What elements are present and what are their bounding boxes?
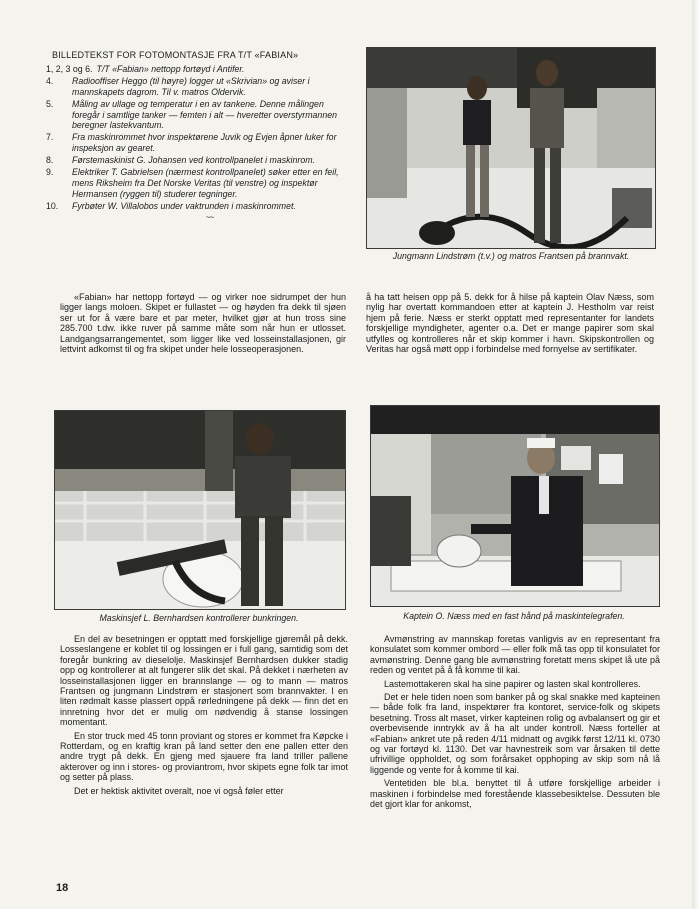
photo-caption-list xyxy=(46,50,346,222)
caption-item-number: 7. xyxy=(46,132,54,143)
photo-caption-chief-engineer: Maskinsjef L. Bernhardsen kontrollerer bunkringen. xyxy=(99,613,299,623)
article-intro-right xyxy=(366,292,654,357)
caption-item xyxy=(46,132,346,153)
caption-item-text: Fyrbøter W. Villalobos under vaktrunden i maskinrommet. xyxy=(72,200,296,211)
article-paragraph: En del av besetningen er opptatt med forskjellige gjøremål på dekk. Losseslangene er koblet til og lossingen er i full gang, samtidig som det foregår bunkring av dieselolje. Maskinsjef Bernhardsen dukker stadig opp og kontrollerer at alt fungerer slik det skal. På dekket i nærheten av losseinstallasjonen ligger en brannslange — og to mann — matros Frantsen og jungmann Lindstrøm er stasjonert som brannvakter. I en liten rødmalt kasse plassert oppå rørledningene på dekk — finn det en innretning hvor det er mulig om nødvendig å stanse lossingen momentant. xyxy=(60,634,348,728)
caption-item-number: 10. xyxy=(46,200,59,211)
article-column-right xyxy=(370,634,660,813)
article-paragraph: Lastemottakeren skal ha sine papirer og lasten skal kontrolleres. xyxy=(384,678,641,689)
caption-item-number: 5. xyxy=(46,98,54,109)
article-paragraph: Det er hele tiden noen som banker på og skal snakke med kapteinen — både folk fra land, inspektører fra kontoret, service-folk og skipets besetning. Tross alt maset, virker kapteinen rolig og avbalansert og gir et overbevisende inntrykk av å ha alt under kontroll. Næss forteller at «Fabian» ankret ute på reden 4/11 midnatt og avgikk først 12/11 kl. 0730 og var fortøyd kl. 1130. Det var havnestreik som var årsaken til dette ufrivillige oppholdet, og som forårsaket opphoping av skip som nå lå liggende og vente for å komme til kai. xyxy=(370,692,660,775)
caption-list-heading: BILLEDTEKST FOR FOTOMONTASJE FRA T/T «FABIAN» xyxy=(52,50,299,60)
caption-item-text: Elektriker T. Gabrielsen (nærmest kontrollpanelet) søker etter en feil, mens Riksheim fra Det Norske Veritas (til venstre) og inspektør Hermansen (ryggen til) studerer tegninger. xyxy=(72,167,339,199)
caption-item xyxy=(46,167,346,199)
article-paragraph: Ventetiden ble bl.a. benyttet til å utføre forskjellige arbeider i maskinen i forbindelse med forestående klassebesiktelse. Dessuten ble det gjort klar for ankomst, xyxy=(370,778,660,810)
caption-item-text: Fra maskinrommet hvor inspektørene Juvik og Evjen åpner luker for inspeksjon av gearet. xyxy=(72,132,337,153)
caption-item-number: 9. xyxy=(46,167,54,178)
page-bottom-margin xyxy=(0,909,700,923)
caption-item xyxy=(46,201,346,212)
page-edge xyxy=(692,0,700,923)
article-paragraph: Det er hektisk aktivitet overalt, noe vi også føler etter xyxy=(74,785,284,796)
caption-item-number: 4. xyxy=(46,76,54,87)
caption-item xyxy=(46,155,346,166)
intro-right-paragraph: å ha tatt heisen opp på 5. dekk for å hilse på kaptein Olav Næss, som nylig har overtatt kommandoen etter at kaptein J. Hestholm var reist hjem på ferie. Næss er sterkt opptatt med representanter for landets forskjellige myndigheter, agenter o.a. Det er mange papirer som skal utfylles og kontrolleres når et skip kommer i havn. Skipskontrollen og Veritas har også møtt opp i forbindelse med fornyelse av sertifikater. xyxy=(366,292,654,355)
section-divider: ~~ xyxy=(206,213,214,223)
caption-item-number: 1, 2, 3 og 6. xyxy=(46,64,93,74)
article-paragraph: Avmønstring av mannskap foretas vanligvis av en representant fra konsulatet som kommer ombord — eller folk må tas opp til konsulatet for avmønstring. Denne gang ble avmønstring foretatt mens skipet lå ute på reden og ventet på å få komme til kai. xyxy=(370,634,660,676)
caption-item-text: T/T «Fabian» nettopp fortøyd i Antifer. xyxy=(96,64,245,74)
article-intro-left xyxy=(60,292,346,357)
caption-items xyxy=(46,64,346,211)
caption-item-text: Førstemaskinist G. Johansen ved kontrollpanelet i maskinrom. xyxy=(72,155,315,166)
page-number: 18 xyxy=(56,882,69,894)
caption-item-text: Radiooffiser Heggo (til høyre) logger ut «Skrivian» og aviser i mannskapets dagrom. Til v. matros Oldervik. xyxy=(72,76,310,97)
intro-left-paragraph: «Fabian» har nettopp fortøyd — og virker noe sidrumpet der hun ligger langs moloen. Skipet er fullastet — og høyden fra dekk til sjøen ser ut for å være bare et par meter, hvilket gjør at hun tross sine 285.700 t.dw. ikke ruver på samme måte som når hun er utlosset. Landgangsarrangementet, som ligger like ved losseinstallasjonen, gir lettvint adkomst til og fra skipet under hele losseoperasjonen. xyxy=(60,292,346,355)
photo-captain-telegraph xyxy=(370,405,660,607)
caption-item xyxy=(46,76,346,97)
photo-chief-engineer xyxy=(54,410,346,610)
photo-caption-captain-telegraph: Kaptein O. Næss med en fast hånd på maskintelegrafen. xyxy=(403,611,625,621)
article-column-left xyxy=(60,634,348,799)
article-paragraph: En stor truck med 45 tonn proviant og stores er kommet fra Køpcke i Rotterdam, og en kraftig kran på land setter den ene pallen etter den andre trygt på dekk. En gjeng med sjauere fra land triller pallene akterover og inn i stores- og proviantrom, hvor skipets egne folk tar imot og setter på plass. xyxy=(60,730,348,783)
caption-item-number: 8. xyxy=(46,155,54,166)
photo-fire-watch xyxy=(366,47,656,249)
caption-item-text: Måling av ullage og temperatur i en av tankene. Denne målingen foregår i samtlige tanker — femten i alt — hveretter overstyrmannen beregner lastekvantum. xyxy=(72,98,337,131)
photo-caption-fire-watch: Jungmann Lindstrøm (t.v.) og matros Frantsen på brannvakt. xyxy=(392,251,630,261)
caption-item xyxy=(46,64,346,75)
caption-item xyxy=(46,99,346,131)
